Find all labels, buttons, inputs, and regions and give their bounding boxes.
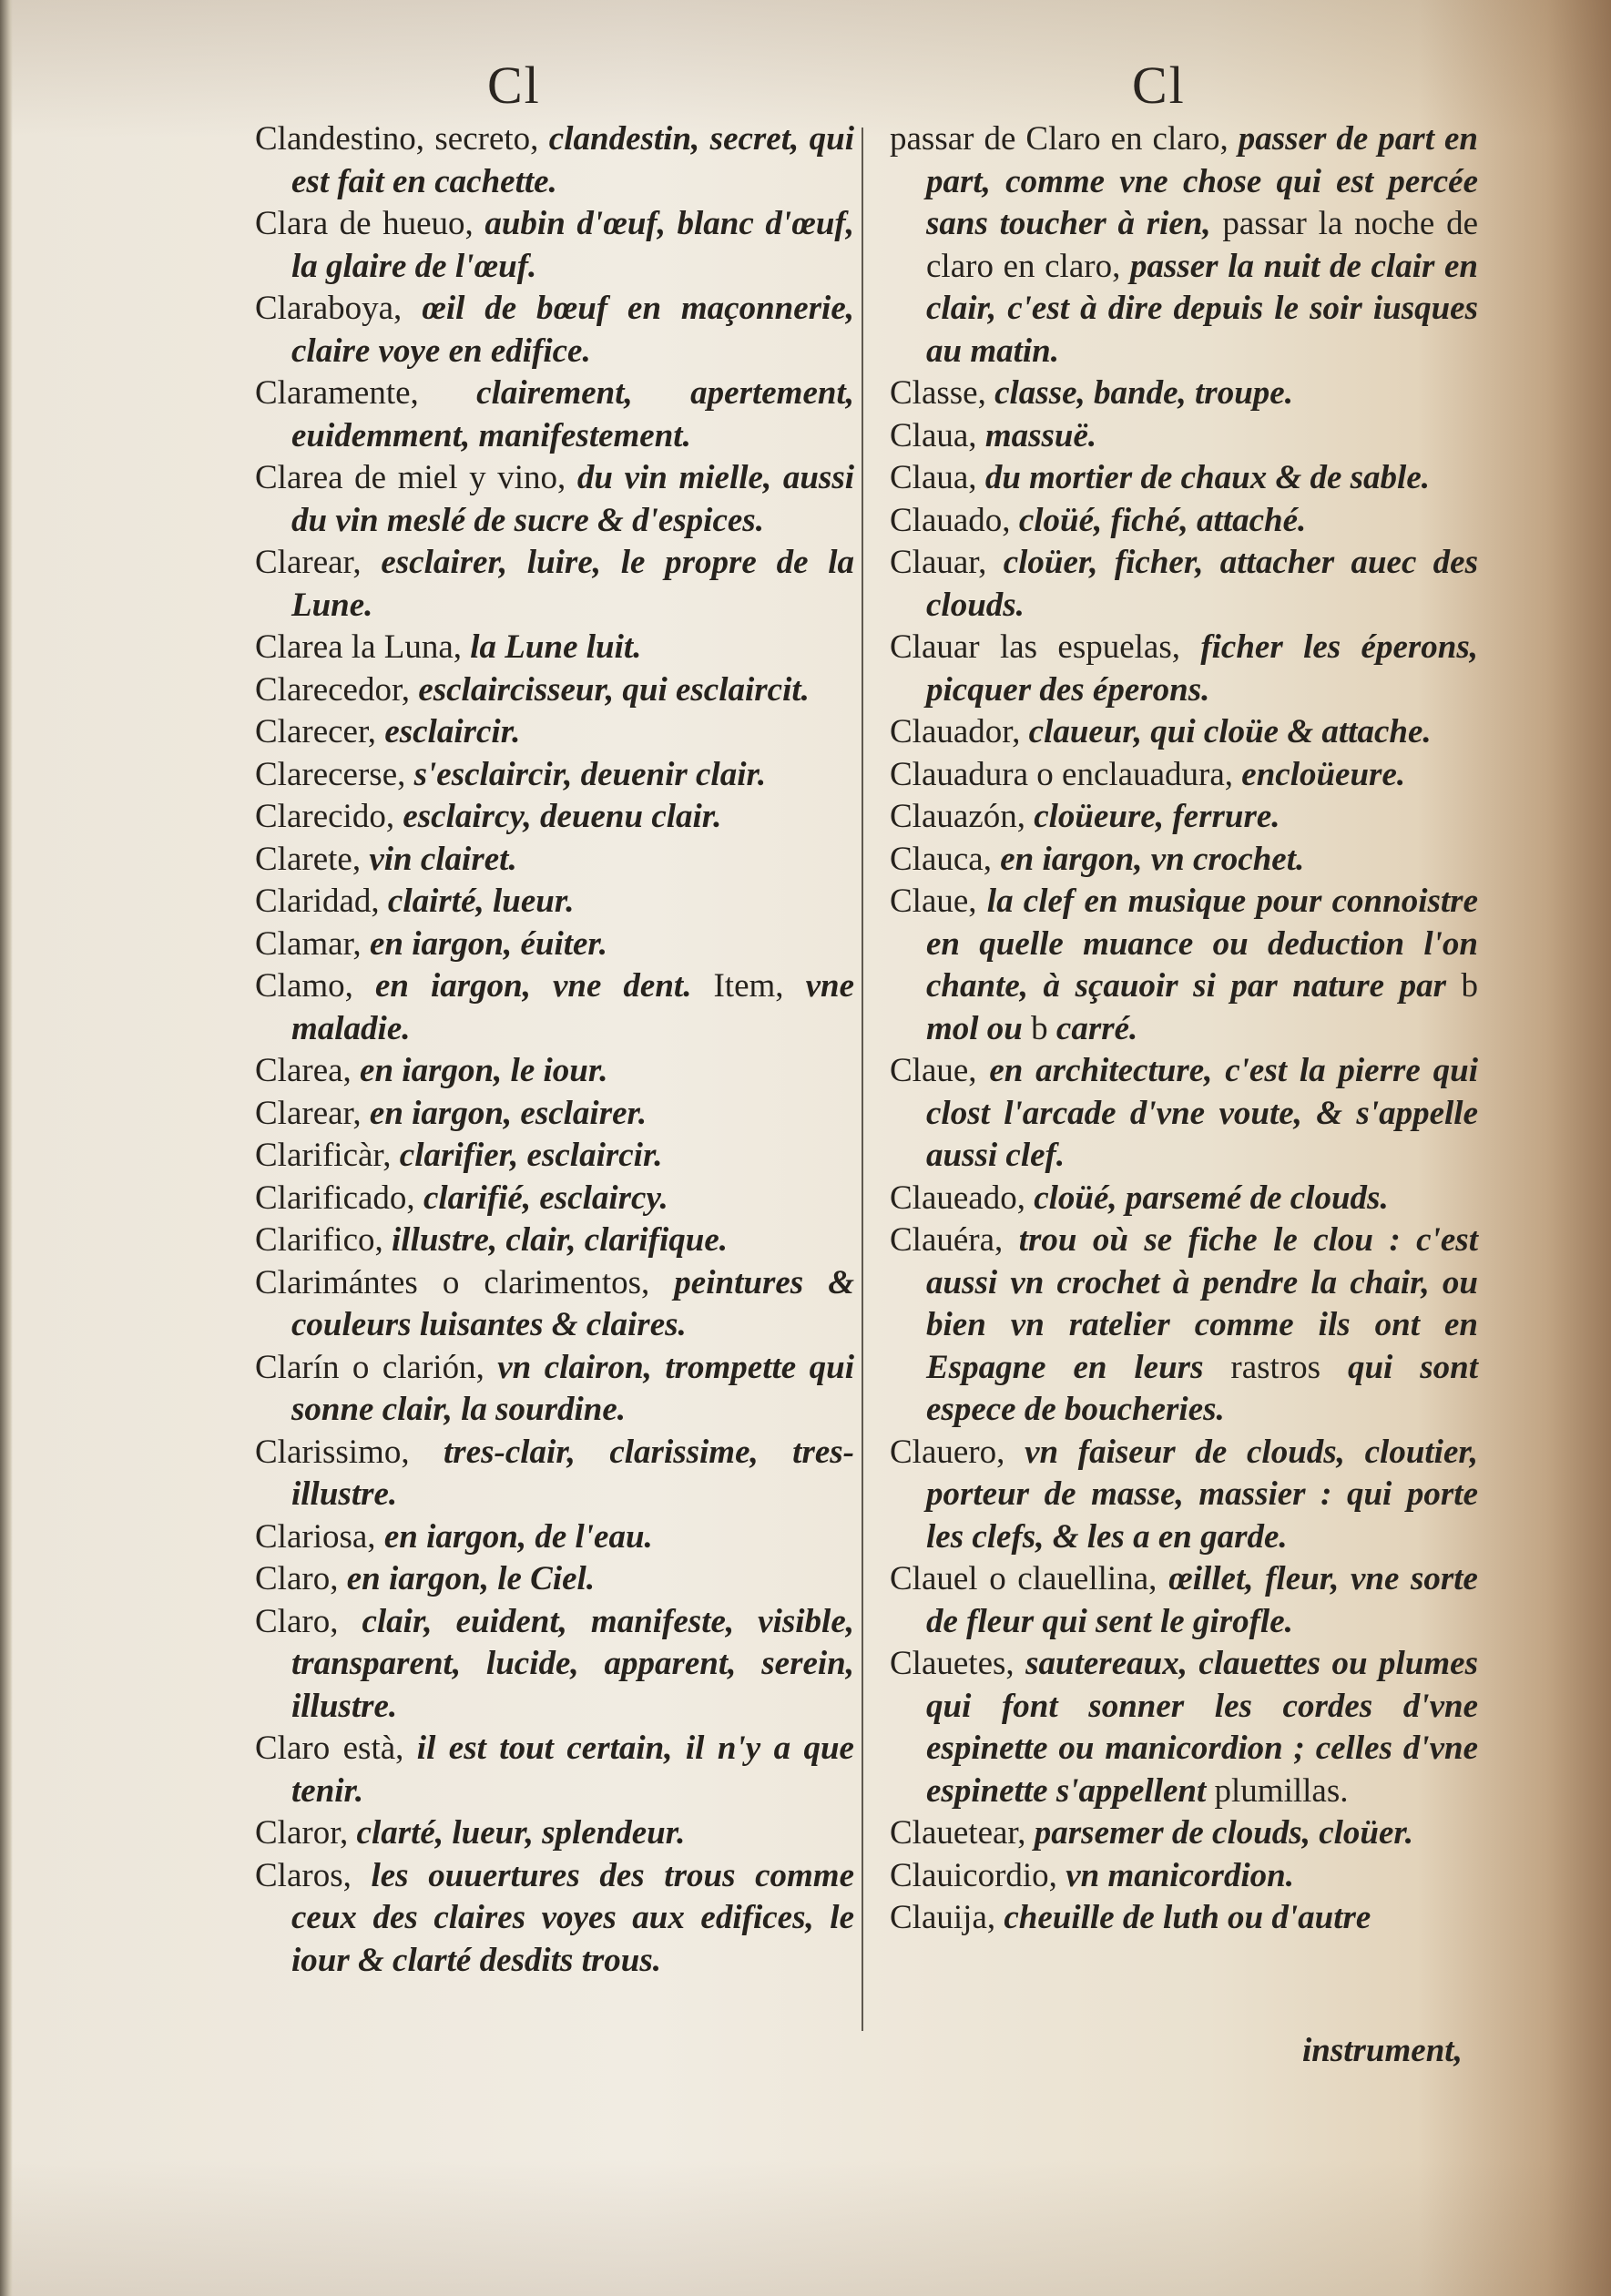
entry-definition: en iargon, le iour. <box>351 1052 608 1089</box>
dictionary-entry <box>255 1812 854 1855</box>
entry-definition: sautereaux, clauettes ou plumes qui font sonner les cordes d'vne espinette ou manicordion ; celles d'vne espinette s'appellent <box>926 1645 1478 1810</box>
entry-definition: il est tout certain, il n'y a que tenir. <box>291 1730 854 1810</box>
entry-definition: en iargon, le Ciel. <box>338 1560 596 1597</box>
entry-definition: clairement, apertement, euidemment, manifestement. <box>291 374 854 454</box>
entry-headword: Claua, <box>890 459 977 496</box>
entry-headword: Clarifico, <box>255 1221 383 1259</box>
left-column <box>255 118 854 1982</box>
entry-definition: œillet, fleur, vne sorte de fleur qui sent le girofle. <box>926 1560 1478 1640</box>
entry-definition: en iargon, esclairer. <box>361 1094 647 1132</box>
dictionary-entry <box>255 1050 854 1093</box>
entry-definition: clairté, lueur. <box>379 883 575 920</box>
entry-definition: clarifier, esclaircir. <box>391 1137 663 1174</box>
dictionary-entry <box>890 1558 1478 1643</box>
dictionary-entry <box>890 1432 1478 1559</box>
entry-headword: Claramente, <box>255 374 419 412</box>
entry-definition: vin clairet. <box>361 840 517 878</box>
dictionary-entry <box>255 118 854 203</box>
dictionary-entry <box>890 1219 1478 1432</box>
dictionary-entry <box>890 457 1478 500</box>
entry-definition: encloüeure. <box>1233 755 1406 793</box>
dictionary-entry <box>255 839 854 882</box>
entry-definition: qui sont espece de boucheries. <box>926 1348 1478 1428</box>
dictionary-entry <box>255 288 854 372</box>
entry-headword: Clarificàr, <box>255 1137 392 1174</box>
entry-headword: Clarear, <box>255 544 362 581</box>
entry-definition: cloüer, ficher, attacher auec des clouds. <box>926 544 1478 624</box>
entry-headword: Clarecido, <box>255 798 395 835</box>
entry-headword: Clara de hueuo, <box>255 205 474 242</box>
dictionary-entry <box>890 1050 1478 1178</box>
dictionary-entry <box>890 796 1478 839</box>
entry-definition: en iargon, vn crochet. <box>991 840 1305 878</box>
dictionary-entry <box>890 754 1478 797</box>
entry-definition: parsemer de clouds, cloüer. <box>1025 1814 1414 1852</box>
entry-definition: mol ou <box>926 1009 1023 1047</box>
column-divider <box>862 128 863 2031</box>
entry-definition: classe, bande, troupe. <box>985 374 1293 412</box>
page-binding-shadow <box>0 0 13 2296</box>
entry-headword: Clauija, <box>890 1899 996 1936</box>
entry-definition: illustre, clair, clarifique. <box>382 1221 729 1259</box>
entry-headword: Claue, <box>890 883 977 920</box>
entry-headword: Clauero, <box>890 1433 1005 1471</box>
dictionary-entry <box>255 1178 854 1220</box>
entry-headword: Clarear, <box>255 1094 362 1132</box>
dictionary-entry <box>255 796 854 839</box>
entry-definition: tres-clair, clarissime, tres-illustre. <box>291 1433 854 1513</box>
running-head-left: Cl <box>487 56 541 115</box>
dictionary-entry <box>890 372 1478 415</box>
entry-headword: Clauado, <box>890 501 1011 539</box>
dictionary-entry <box>890 118 1478 372</box>
entry-headword: Clarissimo, <box>255 1433 410 1471</box>
entry-definition: esclairer, luire, le propre de la Lune. <box>291 544 854 624</box>
dictionary-entry <box>890 711 1478 754</box>
entry-definition: cloüé, fiché, attaché. <box>1010 501 1307 539</box>
dictionary-entry <box>255 1135 854 1178</box>
entry-definition: ficher les éperons, picquer des éperons. <box>926 628 1478 709</box>
dictionary-entry <box>890 1855 1478 1898</box>
entry-headword: Claro està, <box>255 1730 404 1767</box>
entry-headword: Clandestino, secreto, <box>255 120 539 158</box>
entry-headword: Item, <box>691 967 784 1005</box>
dictionary-entry <box>255 1093 854 1136</box>
entry-headword: Claridad, <box>255 883 380 920</box>
dictionary-entry <box>255 203 854 288</box>
entry-definition: passer la nuit de clair en clair, c'est à dire depuis le soir iusques au matin. <box>926 247 1478 370</box>
entry-headword: plumillas. <box>1206 1771 1349 1810</box>
entry-definition: passer de part en part, comme vne chose qui est percée sans toucher à rien, <box>926 120 1478 242</box>
entry-headword: Clarificado, <box>255 1179 415 1217</box>
entry-headword: Claua, <box>890 416 977 454</box>
entry-headword: passar de Claro en claro, <box>890 120 1229 158</box>
entry-definition: trou où se fiche le clou : c'est aussi vn crochet à pendre la chair, ou bien vn ratelier comme ils ont en Espagne en leurs <box>926 1221 1478 1386</box>
entry-definition: clair, euident, manifeste, visible, transparent, lucide, apparent, serein, illustre. <box>291 1602 854 1725</box>
entry-definition: en iargon, vne dent. <box>352 967 692 1005</box>
dictionary-entry <box>255 542 854 627</box>
dictionary-entry <box>890 1897 1478 1940</box>
dictionary-entry <box>255 1432 854 1516</box>
entry-headword: Clauazón, <box>890 798 1025 835</box>
entry-headword: rastros <box>1203 1348 1321 1386</box>
entry-headword: Clarín o clarión, <box>255 1348 484 1386</box>
entry-definition: peintures & couleurs luisantes & claires. <box>291 1263 854 1343</box>
dictionary-entry <box>890 1643 1478 1812</box>
entry-definition: vn manicordion. <box>1056 1856 1295 1894</box>
entry-definition: les ouuertures des trous comme ceux des claires voyes aux edifices, le iour & clarté desdits trous. <box>291 1856 854 1979</box>
entry-headword: Claraboya, <box>255 290 403 327</box>
dictionary-entry <box>255 669 854 712</box>
entry-headword: passar la noche de claro en claro, <box>926 205 1479 285</box>
entry-headword: Clarimántes o clarimentos, <box>255 1263 650 1301</box>
entry-headword: Clauadura o enclauadura, <box>890 755 1234 793</box>
dictionary-entry <box>255 1728 854 1812</box>
entry-definition: la Lune luit. <box>462 628 642 666</box>
entry-headword: Clarete, <box>255 840 362 878</box>
dictionary-entry <box>255 1347 854 1432</box>
entry-definition: du mortier de chaux & de sable. <box>976 459 1431 496</box>
dictionary-entry <box>255 372 854 457</box>
entry-definition: du vin mielle, aussi du vin meslé de sucre & d'espices. <box>291 459 854 539</box>
entry-definition: esclaircisseur, qui esclaircit. <box>410 670 810 709</box>
dictionary-entry <box>890 415 1478 458</box>
entry-headword: Clamar, <box>255 924 362 963</box>
entry-definition: clarifié, esclaircy. <box>414 1179 668 1217</box>
entry-headword: Clauicordio, <box>890 1856 1057 1894</box>
entry-definition: massuë. <box>976 416 1097 454</box>
entry-headword: Claro, <box>255 1560 339 1597</box>
dictionary-entry <box>255 881 854 924</box>
entry-definition: en iargon, éuiter. <box>361 924 608 963</box>
entry-definition: esclaircy, deuenu clair. <box>394 798 722 835</box>
dictionary-entry <box>890 542 1478 627</box>
running-head-right: Cl <box>1132 56 1186 115</box>
dictionary-entry <box>255 1855 854 1983</box>
entry-definition: claueur, qui cloüe & attache. <box>1020 713 1432 750</box>
entry-definition: clandestin, secret, qui est fait en cachette. <box>291 120 854 200</box>
entry-headword: b <box>1022 1009 1048 1047</box>
entry-definition: la clef en musique pour connoistre en quelle muance ou deduction l'on chante, à sçauoir si par nature par <box>926 883 1478 1005</box>
dictionary-entry <box>255 924 854 966</box>
dictionary-entry <box>255 627 854 669</box>
entry-headword: Clarea de miel y vino, <box>255 459 566 496</box>
entry-headword: b <box>1445 967 1479 1005</box>
entry-headword: Claror, <box>255 1814 349 1852</box>
dictionary-entry <box>255 1262 854 1347</box>
entry-definition: cloüeure, ferrure. <box>1025 798 1280 835</box>
dictionary-entry <box>255 965 854 1050</box>
entry-headword: Clauador, <box>890 713 1021 750</box>
entry-headword: Clauar, <box>890 544 987 581</box>
entry-headword: Clauar las espuelas, <box>890 628 1180 666</box>
dictionary-entry <box>255 1558 854 1601</box>
entry-headword: Clauca, <box>890 840 992 878</box>
dictionary-entry <box>890 881 1478 1050</box>
entry-headword: Clauetes, <box>890 1645 1015 1682</box>
entry-definition: en iargon, de l'eau. <box>375 1517 653 1556</box>
entry-headword: Clarea la Luna, <box>255 628 463 666</box>
entry-definition: cheuille de luth ou d'autre <box>995 1899 1371 1936</box>
entry-definition: cloüé, parsemé de clouds. <box>1025 1179 1389 1217</box>
entry-headword: Clariosa, <box>255 1517 376 1556</box>
catchword: instrument, <box>1302 2032 1463 2069</box>
entry-headword: Clarecer, <box>255 713 377 750</box>
entry-headword: Clauéra, <box>890 1221 1004 1259</box>
entry-headword: Classe, <box>890 374 986 412</box>
right-column <box>890 118 1478 1940</box>
dictionary-entry <box>890 1812 1478 1855</box>
entry-headword: Clarecedor, <box>255 670 411 709</box>
entry-definition: carré. <box>1047 1009 1138 1047</box>
dictionary-entry <box>255 457 854 542</box>
entry-headword: Claue, <box>890 1052 977 1089</box>
entry-headword: Claro, <box>255 1602 339 1640</box>
entry-headword: Clauel o clauellina, <box>890 1560 1157 1597</box>
dictionary-entry <box>890 839 1478 882</box>
entry-headword: Clarea, <box>255 1052 352 1089</box>
dictionary-entry <box>890 627 1478 711</box>
dictionary-entry <box>255 754 854 797</box>
entry-definition: vn clairon, trompette qui sonne clair, la sourdine. <box>291 1348 854 1428</box>
dictionary-entry <box>890 500 1478 543</box>
dictionary-entry <box>890 1178 1478 1220</box>
entry-definition: s'esclaircir, deuenir clair. <box>405 755 767 793</box>
entry-headword: Clamo, <box>255 967 353 1005</box>
entry-definition: vn faiseur de clouds, cloutier, porteur de masse, massier : qui porte les clefs, & les a en garde. <box>926 1433 1478 1556</box>
dictionary-entry <box>255 1601 854 1729</box>
entry-headword: Clauetear, <box>890 1814 1026 1852</box>
entry-headword: Claueado, <box>890 1179 1025 1217</box>
dictionary-entry <box>255 1516 854 1559</box>
entry-definition: œil de bœuf en maçonnerie, claire voye en edifice. <box>291 290 854 370</box>
dictionary-entry <box>255 711 854 754</box>
dictionary-entry <box>255 1219 854 1262</box>
entry-headword: Clarecerse, <box>255 755 406 793</box>
entry-definition: esclaircir. <box>376 713 521 750</box>
entry-definition: aubin d'œuf, blanc d'œuf, la glaire de l'œuf. <box>291 205 854 285</box>
entry-definition: vne maladie. <box>291 967 854 1047</box>
entry-headword: Claros, <box>255 1856 352 1894</box>
entry-definition: clarté, lueur, splendeur. <box>348 1814 686 1852</box>
entry-definition: en architecture, c'est la pierre qui clost l'arcade d'vne voute, & s'appelle aussi clef. <box>926 1052 1478 1174</box>
